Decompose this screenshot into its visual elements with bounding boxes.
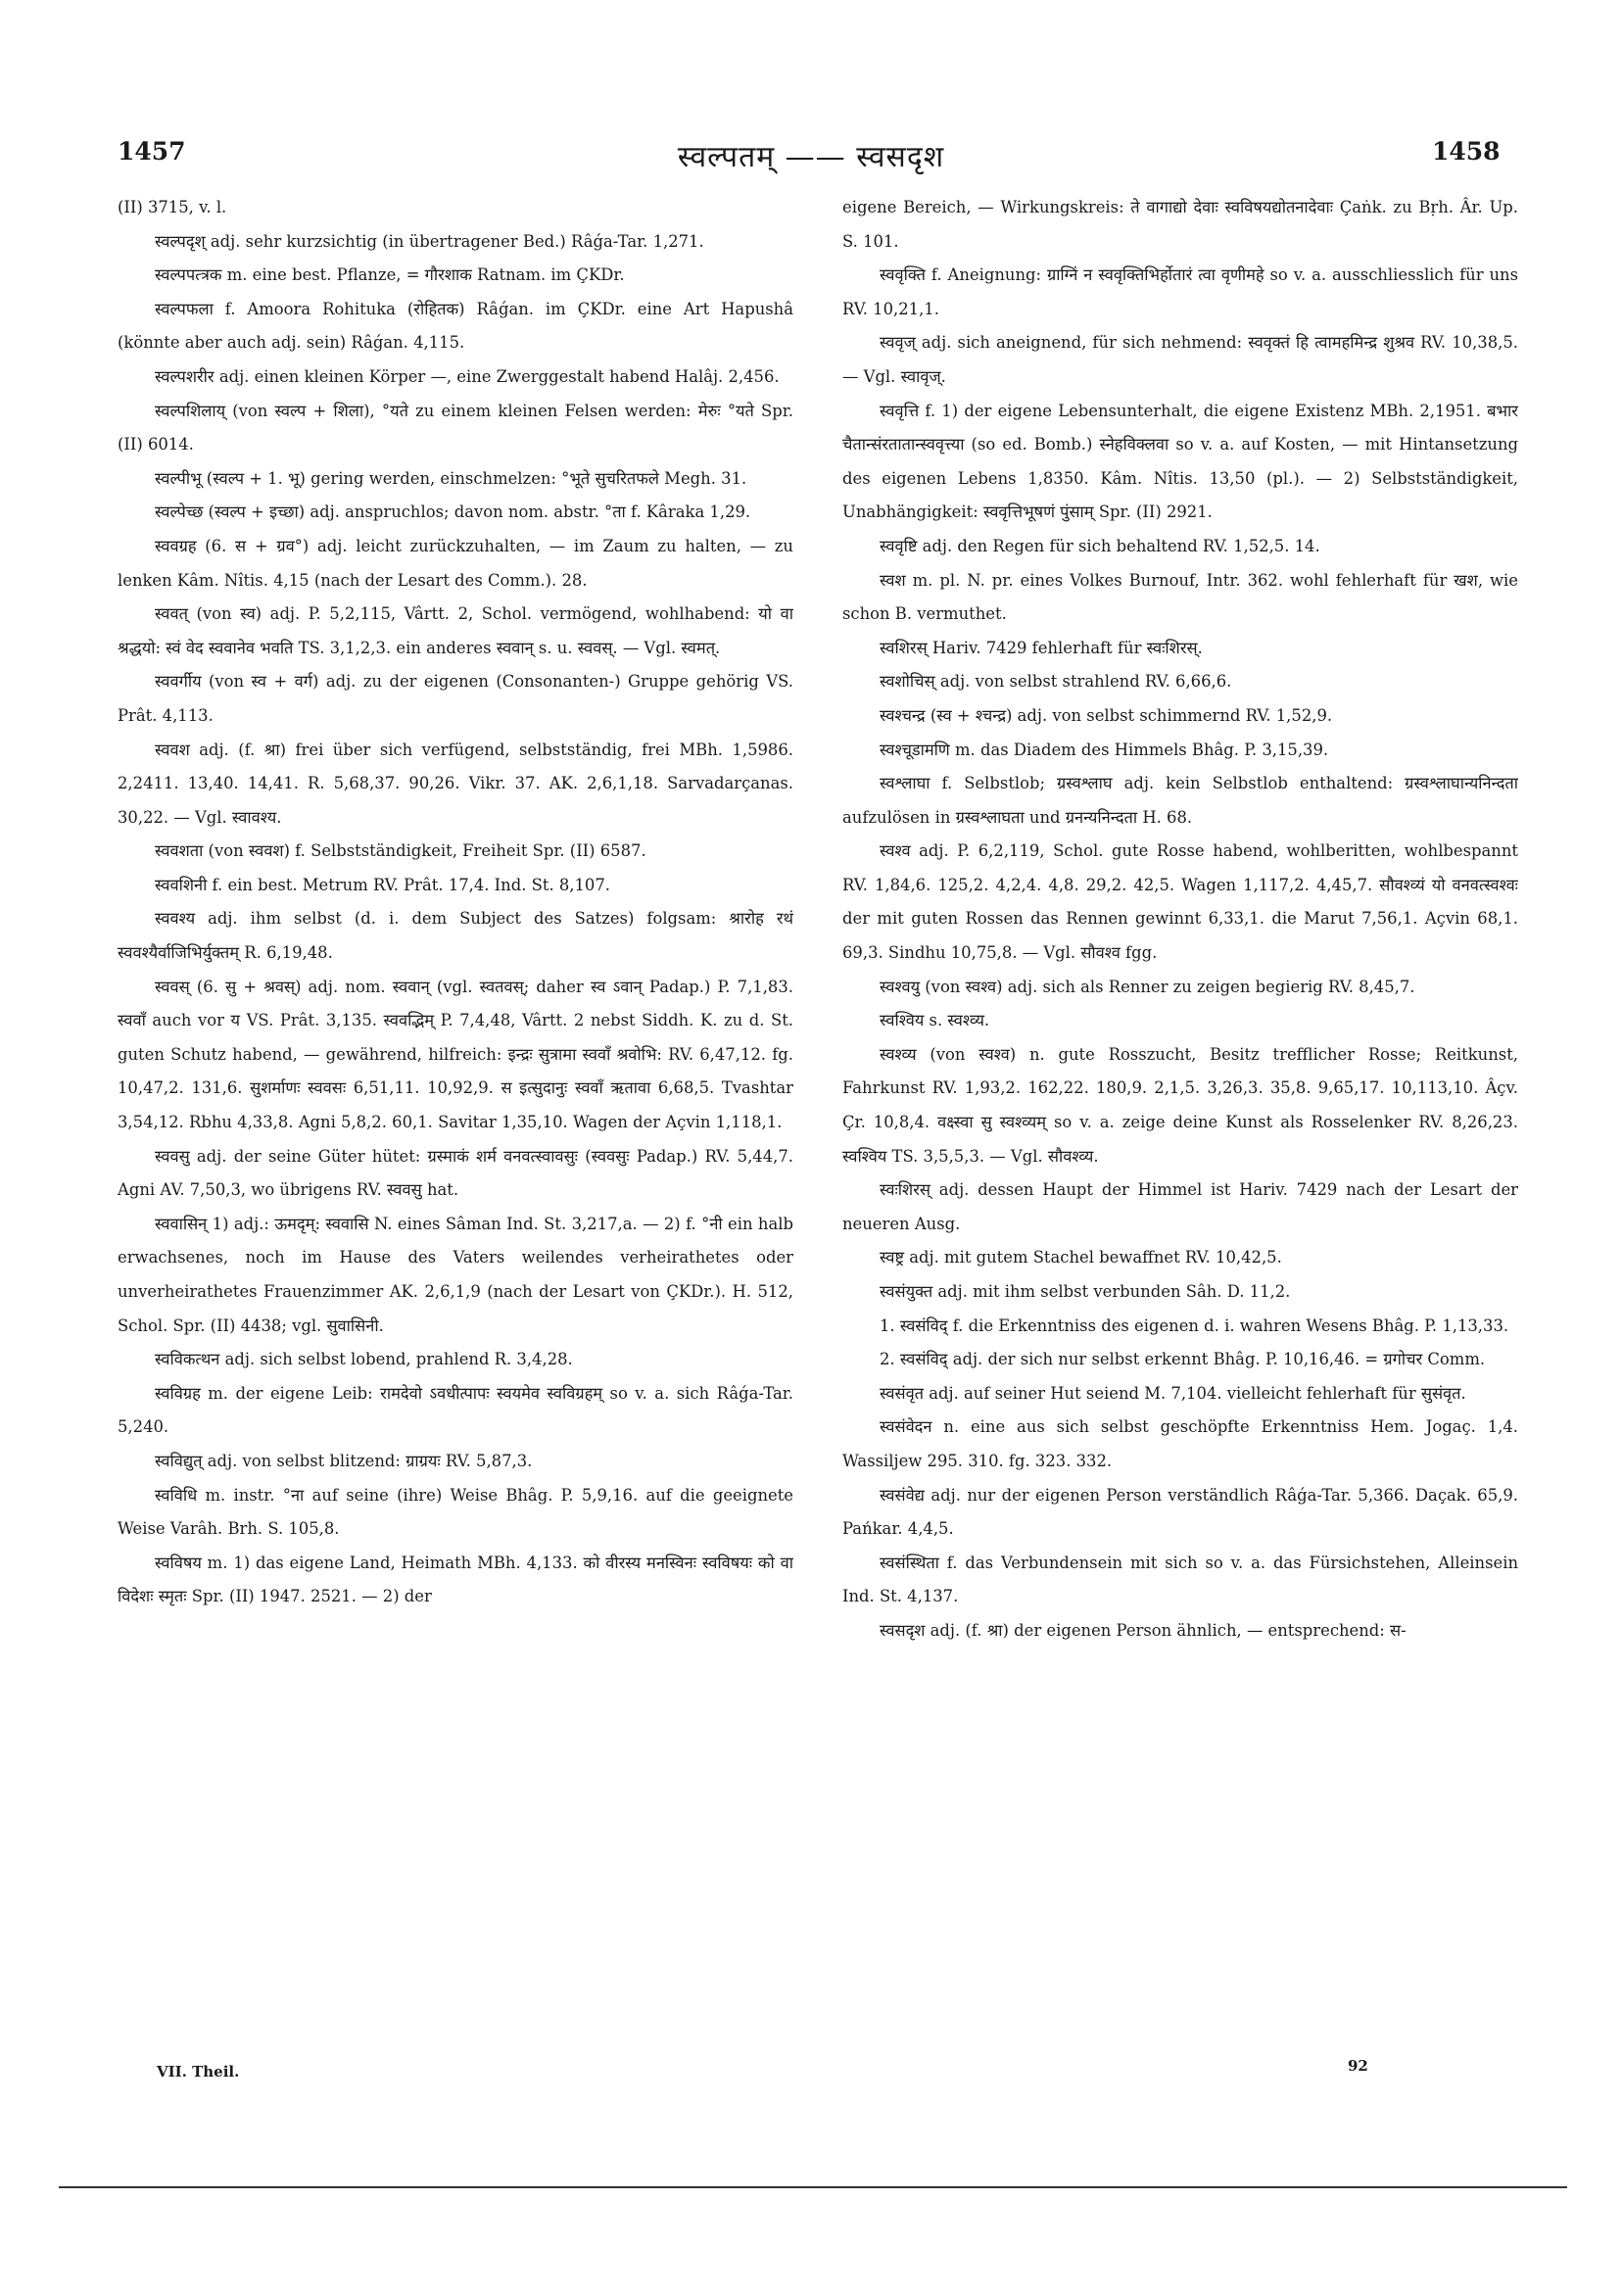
dictionary-entry: स्वश्व adj. P. 6,2,119, Schol. gute Rosse habend, wohlberitten, wohlbespannt RV. 1,84,6. 125,2. 4,2,4. 4,8. 29,2. 42,5. Wagen 1,117,2. 4,45,7. सौवश्व्यं यो वनवत्स्वश्वः der mit guten Rossen das Rennen gewinnt 6,33,1. die Marut 7,56,1. Açvin 68,1. 69,3. Sindhu 10,75,8. — Vgl. सौवश्व fgg. bbox=[842, 841, 1518, 963]
dictionary-entry: स्वल्पफला f. Amoora Rohituka (रोहितक) Râǵan. im ÇKDr. eine Art Hapushâ (könnte aber auch adj. sein) Râǵan. 4,115. bbox=[118, 299, 793, 353]
dictionary-entry: स्वविषय m. 1) das eigene Land, Heimath MBh. 4,133. को वीरस्य मनस्विनः स्वविषयः को वा विदेशः स्मृतः Spr. (II) 1947. 2521. — 2) der bbox=[118, 1553, 793, 1606]
dictionary-entry: स्वविकत्थन adj. sich selbst lobend, prahlend R. 3,4,28. bbox=[155, 1350, 573, 1369]
dictionary-entry: स्ववृक्ति f. Aneignung: ग्राग्निं न स्ववृक्तिभिर्होतारं त्वा वृणीमहे so v. a. ausschliesslich für uns RV. 10,21,1. bbox=[842, 265, 1518, 318]
dictionary-entry: स्ववस् (6. सु + श्रवस्) adj. nom. स्ववान् (vgl. स्वतवस्; daher स्व ऽवान् Padap.) P. 7,1,83. स्ववाँ auch vor य VS. Prât. 3,135. स्ववद्भिम् P. 7,4,48, Vârtt. 2 nebst Siddh. K. zu d. St. guten Schutz habend, — gewährend, hilfreich: इन्द्रः सुत्रामा स्ववाँ श्रवोभि: RV. 6,47,12. fg. 10,47,2. 131,6. सुशर्माणः स्ववसः 6,51,11. 10,92,9. स इत्सुदानुः स्ववाँ ऋतावा 6,68,5. Tvashtar 3,54,12. Rbhu 4,33,8. Agni 5,8,2. 60,1. Savitar 1,35,10. Wagen der Açvin 1,118,1. bbox=[118, 977, 793, 1132]
dictionary-entry: स्वश m. pl. N. pr. eines Volkes Burnouf, Intr. 362. wohl fehlerhaft für खश, wie schon B. vermuthet. bbox=[842, 570, 1518, 624]
dictionary-entry: स्वल्पीभू (स्वल्प + 1. भू) gering werden, einschmelzen: °भूते सुचरितफले Megh. 31. bbox=[155, 468, 747, 488]
dictionary-entry: स्वल्पपत्त्रक m. eine best. Pflanze, = गौरशाक Ratnam. im ÇKDr. bbox=[155, 265, 625, 285]
dictionary-entry: स्वश्विय s. स्वश्व्य. bbox=[880, 1011, 990, 1030]
dictionary-entry: स्ववश adj. (f. श्रा) frei über sich verfügend, selbstständig, frei MBh. 1,5986. 2,2411. 13,40. 14,41. R. 5,68,37. 90,26. Vikr. 37. AK. 2,6,1,18. Sarvadarçanas. 30,22. — Vgl. स्वावश्य. bbox=[118, 740, 793, 827]
dictionary-entry: स्ववशता (von स्ववश) f. Selbstständigkeit, Freiheit Spr. (II) 6587. bbox=[155, 841, 646, 861]
running-title: स्वल्पतम् —— स्वसदृश bbox=[677, 140, 945, 174]
right-page-number: 1458 bbox=[1432, 137, 1501, 166]
dictionary-entry: स्ववृत्ति f. 1) der eigene Lebensunterhalt, die eigene Existenz MBh. 2,1951. बभार चैतान्संरतातान्स्ववृत्त्या (so ed. Bomb.) स्नेहविक्लवा so v. a. auf Kosten, — mit Hintansetzung des eigenen Lebens 1,8350. Kâm. Nîtis. 13,50 (pl.). — 2) Selbstständigkeit, Unabhängigkeit: स्ववृत्तिभूषणं पुंसाम् Spr. (II) 2921. bbox=[842, 401, 1518, 522]
dictionary-entry: स्वशिरस् Hariv. 7429 fehlerhaft für स्वःशिरस्. bbox=[880, 638, 1203, 657]
dictionary-entry: स्ववृज् adj. sich aneignend, für sich nehmend: स्ववृक्तं हि त्वामहमिन्द्र शुश्रव RV. 10,38,5. — Vgl. स्वावृज्. bbox=[842, 333, 1518, 386]
dictionary-entry: स्ववशिनी f. ein best. Metrum RV. Prât. 17,4. Ind. St. 8,107. bbox=[155, 875, 610, 894]
dictionary-entry: स्वल्पेच्छ (स्वल्प + इच्छा) adj. anspruchlos; davon nom. abstr. °ता f. Kâraka 1,29. bbox=[155, 502, 751, 522]
dictionary-entry: स्वल्पशरीर adj. einen kleinen Körper —, eine Zwerggestalt habend Halâj. 2,456. bbox=[155, 366, 780, 386]
dictionary-entry: स्वसंस्थिता f. das Verbundensein mit sich so v. a. das Fürsichstehen, Alleinsein Ind. St. 4,137. bbox=[842, 1553, 1518, 1606]
dictionary-entry: स्वश्व्य (von स्वश्व) n. gute Rosszucht, Besitz trefflicher Rosse; Reitkunst, Fahrkunst RV. 1,93,2. 162,22. 180,9. 2,1,5. 3,26,3. 35,8. 9,65,17. 10,113,10. Âçv. Çr. 10,8,4. वक्ष्स्वा सु स्वश्व्यम् so v. a. zeige deine Kunst als Rosselenker RV. 8,26,23. स्वश्विय TS. 3,5,5,3. — Vgl. सौवश्व्य. bbox=[842, 1044, 1518, 1166]
dictionary-entry: 1. स्वसंविद् f. die Erkenntniss des eigenen d. i. wahren Wesens Bhâg. P. 1,13,33. bbox=[880, 1315, 1509, 1335]
left-column bbox=[118, 191, 793, 2179]
dictionary-entry: स्ववग्रह (6. स + ग्रव°) adj. leicht zurückzuhalten, — im Zaum zu halten, — zu lenken Kâm. Nîtis. 4,15 (nach der Lesart des Comm.). 28. bbox=[118, 536, 793, 590]
dictionary-entry: स्वविद्युत् adj. von selbst blitzend: ग्राग्रयः RV. 5,87,3. bbox=[155, 1451, 533, 1470]
signature-number: 92 bbox=[1348, 2057, 1368, 2075]
right-column bbox=[842, 191, 1518, 2140]
dictionary-entry: (II) 3715, v. l. bbox=[118, 198, 227, 216]
dictionary-entry: स्वसंयुक्त adj. mit ihm selbst verbunden Sâh. D. 11,2. bbox=[880, 1282, 1291, 1301]
dictionary-entry: स्वसंवृत adj. auf seiner Hut seiend M. 7,104. vielleicht fehlerhaft für सुसंवृत. bbox=[880, 1383, 1466, 1403]
dictionary-entry: स्वश्लाघा f. Selbstlob; ग्रस्वश्लाघ adj. kein Selbstlob enthaltend: ग्रस्वश्लाघान्यनिन्दता aufzulösen in ग्रस्वश्लाघता und ग्रनन्यनिन्दता H. 68. bbox=[842, 774, 1518, 827]
dictionary-entry: स्वशोचिस् adj. von selbst strahlend RV. 6,66,6. bbox=[880, 672, 1232, 692]
dictionary-entry: स्ववासिन् 1) adj.: ऊमदृम्: स्ववासि N. eines Sâman Ind. St. 3,217,a. — 2) f. °नी ein halb erwachsenes, noch im Hause des Vaters weilendes verheirathetes oder unverheirathetes Frauenzimmer AK. 2,6,1,9 (nach der Lesart von ÇKDr.). H. 512, Schol. Spr. (II) 4438; vgl. सुवासिनी. bbox=[118, 1214, 793, 1335]
dictionary-entry: स्वसंवेद्य adj. nur der eigenen Person verständlich Râǵa-Tar. 5,366. Daçak. 65,9. Pańkar. 4,4,5. bbox=[842, 1485, 1518, 1539]
dictionary-entry: स्ववश्य adj. ihm selbst (d. i. dem Subject des Satzes) folgsam: श्रारोह रथं स्ववश्यैर्वाजिभिर्युक्तम् R. 6,19,48. bbox=[118, 909, 793, 963]
dictionary-entry: स्वल्पदृश् adj. sehr kurzsichtig (in übertragener Bed.) Râǵa-Tar. 1,271. bbox=[155, 231, 704, 251]
volume-note: VII. Theil. bbox=[157, 2063, 240, 2081]
dictionary-entry: स्वविग्रह m. der eigene Leib: रामदेवो ऽवधीत्पापः स्वयमेव स्वविग्रहम् so v. a. sich Râǵa-Tar. 5,240. bbox=[118, 1383, 793, 1437]
dictionary-entry: स्वल्पशिलाय् (von स्वल्प + शिला), °यते zu einem kleinen Felsen werden: मेरुः °यते Spr. (II) 6014. bbox=[118, 401, 793, 454]
dictionary-entry: स्वश्चन्द्र (स्व + श्चन्द्र) adj. von selbst schimmernd RV. 1,52,9. bbox=[880, 705, 1333, 725]
dictionary-entry: स्वश्चूडामणि m. das Diadem des Himmels Bhâg. P. 3,15,39. bbox=[880, 740, 1329, 759]
dictionary-entry: स्ववसु adj. der seine Güter hütet: ग्रस्माकं शर्म वनवत्स्वावसुः (स्ववसुः Padap.) RV. 5,44,7. Agni AV. 7,50,3, wo übrigens RV. स्ववसु hat. bbox=[118, 1146, 793, 1200]
dictionary-entry: स्ववृष्टि adj. den Regen für sich behaltend RV. 1,52,5. 14. bbox=[880, 536, 1320, 555]
dictionary-entry: स्वःशिरस् adj. dessen Haupt der Himmel ist Hariv. 7429 nach der Lesart der neueren Ausg. bbox=[842, 1180, 1518, 1233]
dictionary-entry: eigene Bereich, — Wirkungskreis: ते वागाद्यो देवाः स्वविषयद्योतनादेवाः Çaṅk. zu Bṛh. Âr. Up. S. 101. bbox=[842, 198, 1518, 251]
dictionary-entry: 2. स्वसंविद् adj. der sich nur selbst erkennt Bhâg. P. 10,16,46. = ग्रगोचर Comm. bbox=[880, 1350, 1486, 1369]
dictionary-entry: स्वसंवेदन n. eine aus sich selbst geschöpfte Erkenntniss Hem. Jogaç. 1,4. Wassiljew 295. 310. fg. 323. 332. bbox=[842, 1417, 1518, 1470]
dictionary-entry: स्ववत् (von स्व) adj. P. 5,2,115, Vârtt. 2, Schol. vermögend, wohlhabend: यो वा श्रद्धयो: स्वं वेद स्ववानेव भवति TS. 3,1,2,3. ein anderes स्ववान् s. u. स्ववस्. — Vgl. स्वमत्. bbox=[118, 604, 793, 657]
dictionary-entry: स्ववर्गीय (von स्व + वर्ग) adj. zu der eigenen (Consonanten-) Gruppe gehörig VS. Prât. 4,113. bbox=[118, 672, 793, 725]
left-page-number: 1457 bbox=[118, 137, 186, 166]
dictionary-entry: स्वविधि m. instr. °ना auf seine (ihre) Weise Bhâg. P. 5,9,16. auf die geeignete Weise Varâh. Brh. S. 105,8. bbox=[118, 1485, 793, 1539]
dictionary-entry: स्वष्ट्र adj. mit gutem Stachel bewaffnet RV. 10,42,5. bbox=[880, 1248, 1282, 1268]
bottom-rule bbox=[59, 2186, 1567, 2188]
dictionary-entry: स्वसदृश adj. (f. श्रा) der eigenen Person ähnlich, — entsprechend: स- bbox=[880, 1620, 1407, 1640]
dictionary-entry: स्वश्वयु (von स्वश्व) adj. sich als Renner zu zeigen begierig RV. 8,45,7. bbox=[880, 977, 1415, 996]
